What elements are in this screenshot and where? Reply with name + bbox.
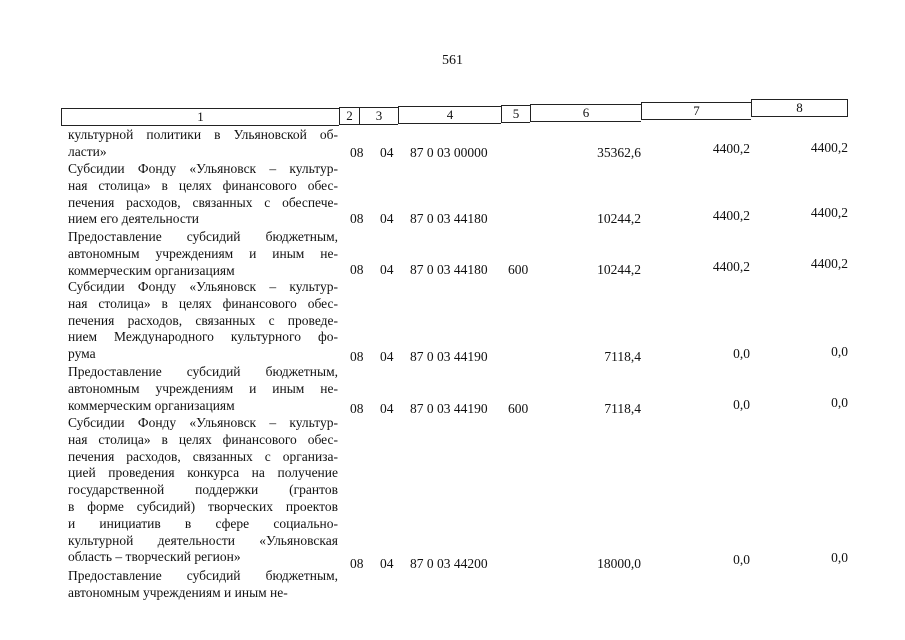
header-col-1: 1 (61, 108, 339, 126)
header-col-5: 5 (501, 105, 530, 123)
header-col-4: 4 (398, 106, 501, 124)
description-line: печения расходов, связанных с организа- (68, 448, 338, 464)
description-line: автономным учреждениям и иным не- (68, 245, 338, 261)
header-col-3: 3 (359, 107, 398, 125)
description-line: Субсидии Фонду «Ульяновск – культур- (68, 415, 338, 430)
cell-csr: 87 0 03 44180 (410, 262, 488, 277)
description-line: ная столица» в целях финансового обес- (68, 431, 338, 447)
cell-rz: 08 (350, 556, 364, 571)
cell-c8: 4400,2 (810, 140, 848, 155)
header-col-6: 6 (530, 104, 641, 122)
cell-csr: 87 0 03 44200 (410, 556, 488, 571)
cell-c6: 7118,4 (604, 401, 641, 416)
description-line: Субсидии Фонду «Ульяновск – культур- (68, 161, 338, 176)
description-line: коммерческим организациям (68, 397, 235, 413)
description-line: культурной деятельности «Ульяновская (68, 532, 338, 548)
cell-c7: 0,0 (733, 346, 750, 361)
description-line: в форме субсидий) творческих проектов (68, 498, 338, 514)
cell-pr: 04 (380, 556, 394, 571)
cell-rz: 08 (350, 349, 364, 364)
cell-c8: 0,0 (831, 344, 848, 359)
cell-csr: 87 0 03 00000 (410, 145, 488, 160)
cell-c7: 4400,2 (712, 259, 750, 274)
cell-c6: 35362,6 (597, 145, 641, 160)
description-line: ласти» (68, 143, 107, 159)
cell-pr: 04 (380, 401, 394, 416)
cell-c6: 10244,2 (597, 262, 641, 277)
description-line: печения расходов, связанных с обеспече- (68, 194, 338, 210)
row-description (68, 279, 338, 363)
cell-rz: 08 (350, 401, 364, 416)
cell-c7: 0,0 (733, 552, 750, 567)
cell-csr: 87 0 03 44180 (410, 211, 488, 226)
description-line: рума (68, 346, 96, 362)
cell-pr: 04 (380, 262, 394, 277)
cell-pr: 04 (380, 211, 394, 226)
cell-c8: 0,0 (831, 550, 848, 565)
description-line: печения расходов, связанных с проведе- (68, 312, 338, 328)
description-line: Предоставление субсидий бюджетным, (68, 568, 338, 583)
row-description (68, 161, 338, 228)
description-line: ная столица» в целях финансового обес- (68, 177, 338, 193)
description-line: культурной политики в Ульяновской об- (68, 127, 338, 142)
cell-c6: 18000,0 (597, 556, 641, 571)
description-line: Предоставление субсидий бюджетным, (68, 364, 338, 379)
cell-rz: 08 (350, 211, 364, 226)
row-description (68, 415, 338, 566)
row-description (68, 127, 338, 161)
cell-c8: 4400,2 (810, 256, 848, 271)
page-number: 561 (442, 53, 463, 68)
description-line: Субсидии Фонду «Ульяновск – культур- (68, 279, 338, 294)
cell-c6: 7118,4 (604, 349, 641, 364)
cell-pr: 04 (380, 145, 394, 160)
description-line: Предоставление субсидий бюджетным, (68, 229, 338, 244)
description-line: ная столица» в целях финансового обес- (68, 295, 338, 311)
description-line: область – творческий регион» (68, 549, 241, 565)
description-line: нием Международного культурного фо- (68, 329, 338, 345)
description-line: нием его деятельности (68, 211, 199, 227)
cell-c7: 4400,2 (712, 141, 750, 156)
cell-pr: 04 (380, 349, 394, 364)
cell-c8: 0,0 (831, 395, 848, 410)
header-col-2: 2 (339, 107, 359, 125)
cell-c8: 4400,2 (810, 205, 848, 220)
description-line: автономным учреждениям и иным не- (68, 380, 338, 396)
cell-vr: 600 (508, 401, 529, 416)
cell-rz: 08 (350, 145, 364, 160)
description-line: автономным учреждениям и иным не- (68, 584, 288, 600)
header-col-8: 8 (751, 99, 848, 117)
cell-csr: 87 0 03 44190 (410, 401, 488, 416)
row-description (68, 229, 338, 279)
header-col-7: 7 (641, 102, 751, 120)
description-line: государственной поддержки (грантов (68, 482, 338, 498)
cell-vr: 600 (508, 262, 529, 277)
description-line: цией проведения конкурса на получение (68, 465, 338, 481)
cell-rz: 08 (350, 262, 364, 277)
row-description (68, 364, 338, 414)
row-description (68, 568, 338, 602)
cell-c6: 10244,2 (597, 211, 641, 226)
description-line: и инициатив в сфере социально- (68, 515, 338, 531)
cell-csr: 87 0 03 44190 (410, 349, 488, 364)
cell-c7: 4400,2 (712, 208, 750, 223)
cell-c7: 0,0 (733, 397, 750, 412)
description-line: коммерческим организациям (68, 262, 235, 278)
